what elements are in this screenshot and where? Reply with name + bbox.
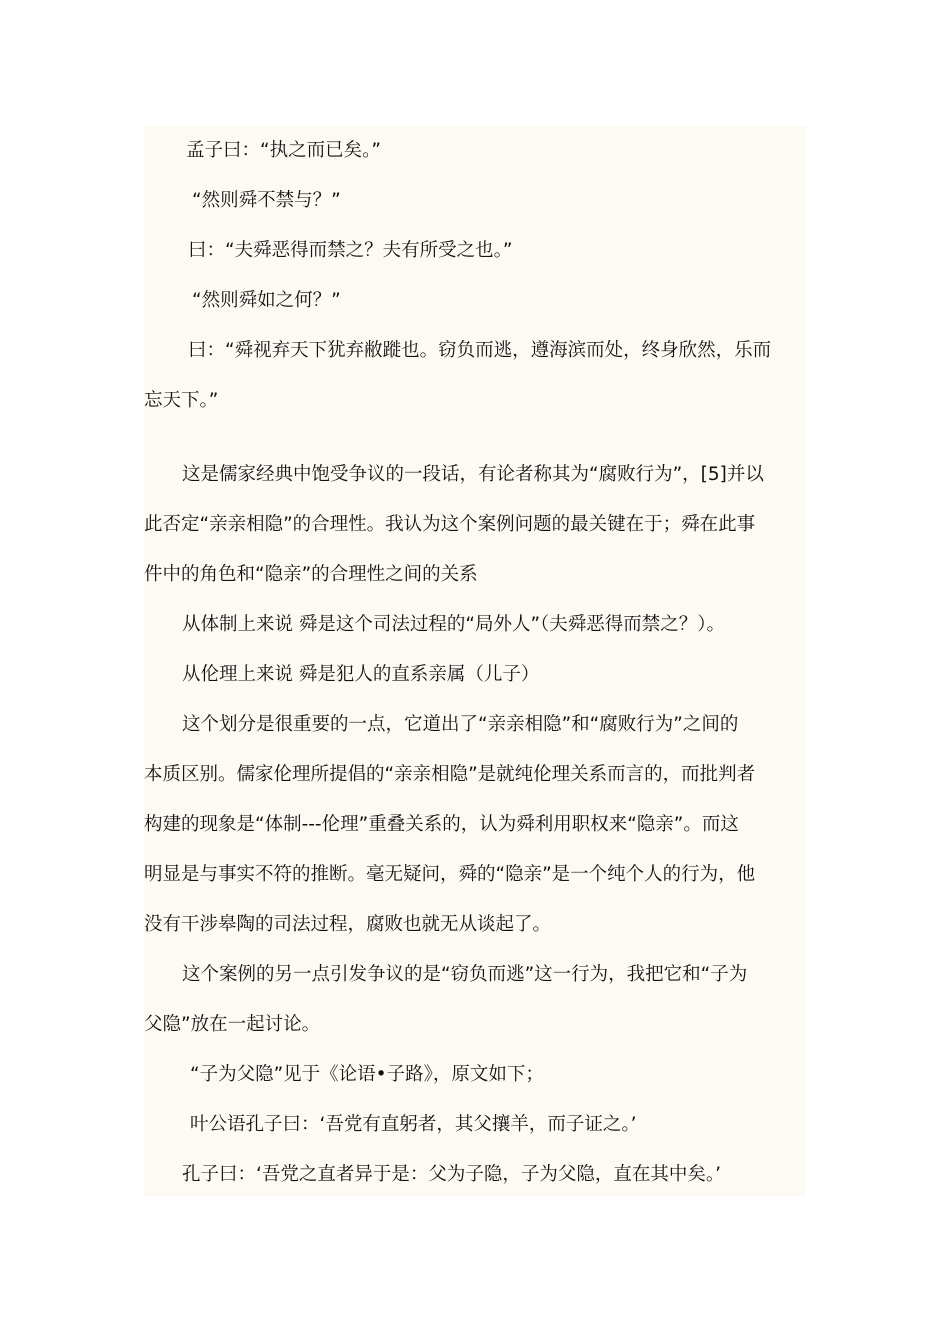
text-line: 父隐”放在一起讨论。 xyxy=(144,1014,321,1035)
text-line: 这是儒家经典中饱受争议的一段话，有论者称其为“腐败行为”，[5]并以 xyxy=(182,464,764,485)
text-line: “然则舜如之何？” xyxy=(192,290,341,311)
text-line: 没有干涉皋陶的司法过程，腐败也就无从谈起了。 xyxy=(144,914,552,935)
text-line: 这个案例的另一点引发争议的是“窃负而逃”这一行为，我把它和“子为 xyxy=(182,964,748,985)
text-line: “子为父隐”见于《论语•子路》，原文如下； xyxy=(190,1064,544,1085)
text-line: 从伦理上来说 舜是犯人的直系亲属（儿子） xyxy=(182,664,540,685)
text-line: 孔子曰：‘吾党之直者异于是：父为子隐，子为父隐，直在其中矣。’ xyxy=(182,1164,722,1185)
text-line: 忘天下。” xyxy=(144,390,219,411)
text-line: 曰：“舜视弃天下犹弃敝蹝也。窃负而逃，遵海滨而处，终身欣然，乐而 xyxy=(188,340,772,361)
text-line: 件中的角色和“隐亲”的合理性之间的关系 xyxy=(144,564,478,585)
text-line: “然则舜不禁与？” xyxy=(192,190,341,211)
text-line: 构建的现象是“体制---伦理”重叠关系的，认为舜利用职权来“隐亲”。而这 xyxy=(144,814,739,835)
text-line: 明显是与事实不符的推断。毫无疑问，舜的“隐亲”是一个纯个人的行为，他 xyxy=(144,864,756,885)
text-line: 此否定“亲亲相隐”的合理性。我认为这个案例问题的最关键在于；舜在此事 xyxy=(144,514,756,535)
text-line: 孟子曰：“执之而已矣。” xyxy=(186,140,381,161)
document-page xyxy=(144,126,806,1196)
text-line: 本质区别。儒家伦理所提倡的“亲亲相隐”是就纯伦理关系而言的，而批判者 xyxy=(144,764,756,785)
text-line: 曰：“夫舜恶得而禁之？夫有所受之也。” xyxy=(188,240,513,261)
text-line: 这个划分是很重要的一点，它道出了“亲亲相隐”和“腐败行为”之间的 xyxy=(182,714,739,735)
text-line: 从体制上来说 舜是这个司法过程的“局外人”（夫舜恶得而禁之？）。 xyxy=(182,614,726,635)
text-line: 叶公语孔子曰：‘吾党有直躬者，其父攘羊，而子证之。’ xyxy=(190,1114,637,1135)
